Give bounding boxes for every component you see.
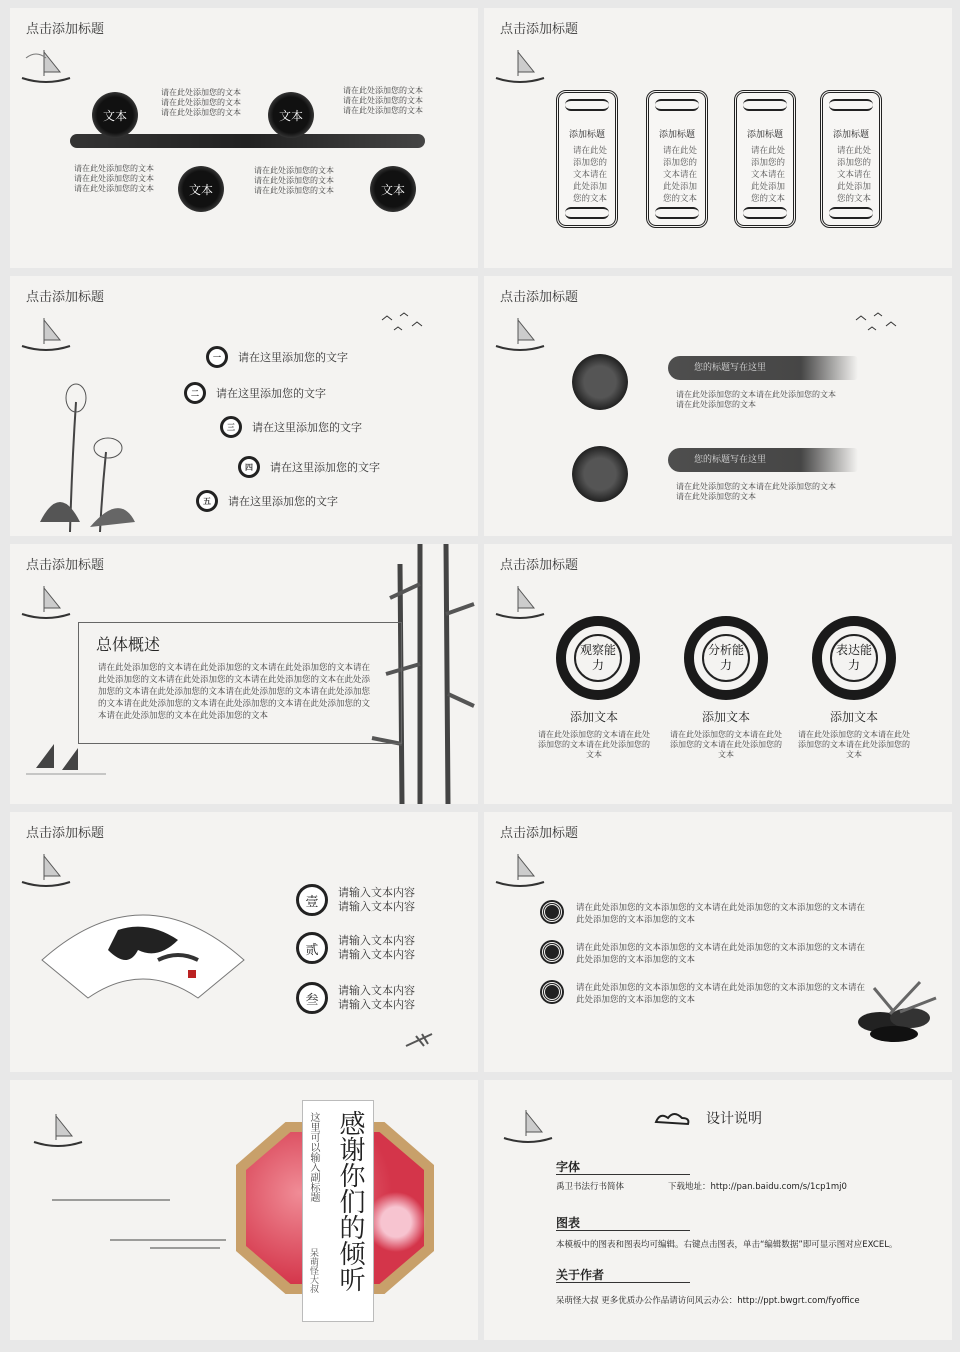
ring-label: 表达能力 <box>830 634 878 682</box>
slide-2[interactable] <box>484 8 952 268</box>
font-heading: 字体 <box>556 1160 581 1174</box>
line: 请输入文本内容 <box>338 934 415 947</box>
slide-title[interactable]: 点击添加标题 <box>500 826 579 841</box>
frame-title: 添加标题 <box>658 130 695 140</box>
ink-dot-4: 文本 <box>370 166 416 212</box>
slide-8[interactable] <box>484 812 952 1072</box>
author-name: 呆萌怪大叔 <box>308 1248 318 1293</box>
frame-title: 添加标题 <box>568 130 605 140</box>
dragonfly-icon <box>402 1028 438 1052</box>
boat-icon <box>490 842 550 892</box>
item-text <box>338 984 415 1012</box>
list-item <box>206 346 348 368</box>
slide-10[interactable] <box>484 1080 952 1340</box>
ring-label: 观察能力 <box>574 634 622 682</box>
frame-title: 添加标题 <box>832 130 869 140</box>
list-text: 请在这里添加您的文字 <box>238 351 348 364</box>
subtitle: 这里可以输入副标题 <box>308 1112 319 1202</box>
line: 请输入文本内容 <box>338 948 415 961</box>
boat-icon <box>16 306 76 356</box>
boat-icon <box>16 574 76 624</box>
slide-title[interactable]: 点击添加标题 <box>26 22 105 37</box>
boat-icon <box>28 1102 88 1152</box>
row-body: 请在此处添加您的文本请在此处添加您的文本请在此处添加您的文本 <box>676 482 836 501</box>
overview-body: 请在此处添加您的文本请在此处添加您的文本请在此处添加您的文本请在此处添加您的文本请在此处添加您的文本请在此处添加您的文本在此处添加您的文本请在此处添加您的文本请在此处添加您的文本请在此处添加您的文本请在此处添加您的文本请在此处添加您的文本请在此处添加您的文本请在此处添加您的文本在此处添加您的文本 <box>98 663 371 721</box>
chart-body: 本模板中的图表和图表均可编辑。右键点击图表，单击“编辑数据”即可显示图对应EXCEL。 <box>556 1240 898 1250</box>
slide-title[interactable]: 点击添加标题 <box>26 826 105 841</box>
author-body[interactable]: 呆萌怪大叔 更多优质办公作品请访问风云办公：http://ppt.bwgrt.com/fyoffice <box>556 1296 860 1306</box>
bullet-icon <box>542 982 562 1002</box>
slide-title[interactable]: 点击添加标题 <box>26 558 105 573</box>
divider <box>556 1282 690 1283</box>
number-badge: 一 <box>206 346 228 368</box>
frame-body: 请在此处添加您的文本请在此处添加您的文本 <box>750 146 785 204</box>
font-download[interactable]: 下载地址：http://pan.baidu.com/s/1cp1mj0 <box>668 1182 847 1192</box>
heading-brush: 您的标题写在这里 <box>668 356 858 380</box>
item-text <box>338 886 415 914</box>
divider <box>556 1174 690 1175</box>
boat-icon <box>16 842 76 892</box>
ornament-frame <box>734 90 796 228</box>
birds-icon <box>380 312 430 336</box>
item-text: 请在此处添加您的文本添加您的文本请在此处添加您的文本添加您的文本请在此处添加您的文本添加您的文本 <box>576 943 866 965</box>
ink-dot-2: 文本 <box>268 92 314 138</box>
slide-title[interactable]: 点击添加标题 <box>500 290 579 305</box>
slide-title[interactable]: 点击添加标题 <box>500 558 579 573</box>
slide-5[interactable] <box>10 544 478 804</box>
frame-body: 请在此处添加您的文本请在此处添加您的文本 <box>836 146 871 204</box>
list-item <box>220 416 362 438</box>
ornament-frame <box>646 90 708 228</box>
frame-body: 请在此处添加您的文本请在此处添加您的文本 <box>662 146 697 204</box>
seal-icon: 壹 <box>296 884 328 916</box>
chart-heading: 图表 <box>556 1216 581 1230</box>
ring-title: 添加文本 <box>701 710 750 724</box>
text-block: 请在此处添加您的文本请在此处添加您的文本请在此处添加您的文本 <box>74 164 154 193</box>
slide-3[interactable] <box>10 276 478 536</box>
divider <box>556 1230 690 1231</box>
heading-brush: 您的标题写在这里 <box>668 448 858 472</box>
frame-title: 添加标题 <box>746 130 783 140</box>
ink-dot-1: 文本 <box>92 92 138 138</box>
list-text: 请在这里添加您的文字 <box>216 387 326 400</box>
boat-icon <box>490 574 550 624</box>
text-block: 请在此处添加您的文本请在此处添加您的文本请在此处添加您的文本 <box>254 166 334 195</box>
slide-title[interactable]: 点击添加标题 <box>26 290 105 305</box>
author-heading: 关于作者 <box>556 1268 605 1282</box>
text-block: 请在此处添加您的文本请在此处添加您的文本请在此处添加您的文本 <box>161 88 241 117</box>
line: 请输入文本内容 <box>338 886 415 899</box>
line: 请输入文本内容 <box>338 998 415 1011</box>
overview-heading: 总体概述 <box>96 635 161 654</box>
frame-body: 请在此处添加您的文本请在此处添加您的文本 <box>572 146 607 204</box>
lotus-icon <box>30 372 140 532</box>
slide-4[interactable] <box>484 276 952 536</box>
ring-body: 请在此处添加您的文本请在此处添加您的文本请在此处添加您的文本 <box>798 730 910 759</box>
boat-icon <box>490 38 550 88</box>
number-badge: 二 <box>184 382 206 404</box>
row-body: 请在此处添加您的文本请在此处添加您的文本请在此处添加您的文本 <box>676 390 836 409</box>
line: 请输入文本内容 <box>338 900 415 913</box>
ring-label: 分析能力 <box>702 634 750 682</box>
boat-icon <box>16 38 76 88</box>
text-block: 请在此处添加您的文本请在此处添加您的文本请在此处添加您的文本 <box>343 86 423 115</box>
list-text: 请在这里添加您的文字 <box>228 495 338 508</box>
boat-icon <box>498 1098 558 1148</box>
cloud-icon <box>652 1108 692 1128</box>
slide-title[interactable]: 点击添加标题 <box>500 22 579 37</box>
bullet-icon <box>542 902 562 922</box>
thanks-title: 感谢你们的倾听 <box>335 1110 365 1292</box>
item-text: 请在此处添加您的文本添加您的文本请在此处添加您的文本添加您的文本请在此处添加您的文本添加您的文本 <box>576 983 866 1005</box>
ornament-frame <box>556 90 618 228</box>
list-item <box>238 456 380 478</box>
number-badge: 四 <box>238 456 260 478</box>
boat-icon <box>490 306 550 356</box>
skill-ring <box>684 616 768 700</box>
ring-title: 添加文本 <box>829 710 878 724</box>
bamboo-ink-circle <box>572 446 628 502</box>
list-text: 请在这里添加您的文字 <box>252 421 362 434</box>
ring-body: 请在此处添加您的文本请在此处添加您的文本请在此处添加您的文本 <box>538 730 650 759</box>
list-item <box>196 490 338 512</box>
bullet-icon <box>542 942 562 962</box>
seal-icon: 叁 <box>296 982 328 1014</box>
font-name: 禹卫书法行书简体 <box>556 1182 625 1192</box>
sailboats-icon <box>26 740 106 780</box>
stones-icon <box>850 978 940 1044</box>
ornament-frame <box>820 90 882 228</box>
ink-dot-3: 文本 <box>178 166 224 212</box>
skill-ring <box>812 616 896 700</box>
folding-fan-icon <box>38 900 248 1000</box>
list-item <box>184 382 326 404</box>
slide-7[interactable] <box>10 812 478 1072</box>
item-text <box>338 934 415 962</box>
skill-ring <box>556 616 640 700</box>
number-badge: 三 <box>220 416 242 438</box>
birds-icon <box>854 312 904 336</box>
slide-6[interactable] <box>484 544 952 804</box>
item-text: 请在此处添加您的文本添加您的文本请在此处添加您的文本添加您的文本请在此处添加您的文本添加您的文本 <box>576 903 866 925</box>
bamboo-ink-circle <box>572 354 628 410</box>
seal-icon: 贰 <box>296 932 328 964</box>
ring-title: 添加文本 <box>569 710 618 724</box>
cloud-lines <box>50 1196 230 1252</box>
number-badge: 五 <box>196 490 218 512</box>
design-title: 设计说明 <box>706 1111 762 1127</box>
slide-9[interactable] <box>10 1080 478 1340</box>
ring-body: 请在此处添加您的文本请在此处添加您的文本请在此处添加您的文本 <box>670 730 782 759</box>
list-text: 请在这里添加您的文字 <box>270 461 380 474</box>
slide-1[interactable] <box>10 8 478 268</box>
line: 请输入文本内容 <box>338 984 415 997</box>
